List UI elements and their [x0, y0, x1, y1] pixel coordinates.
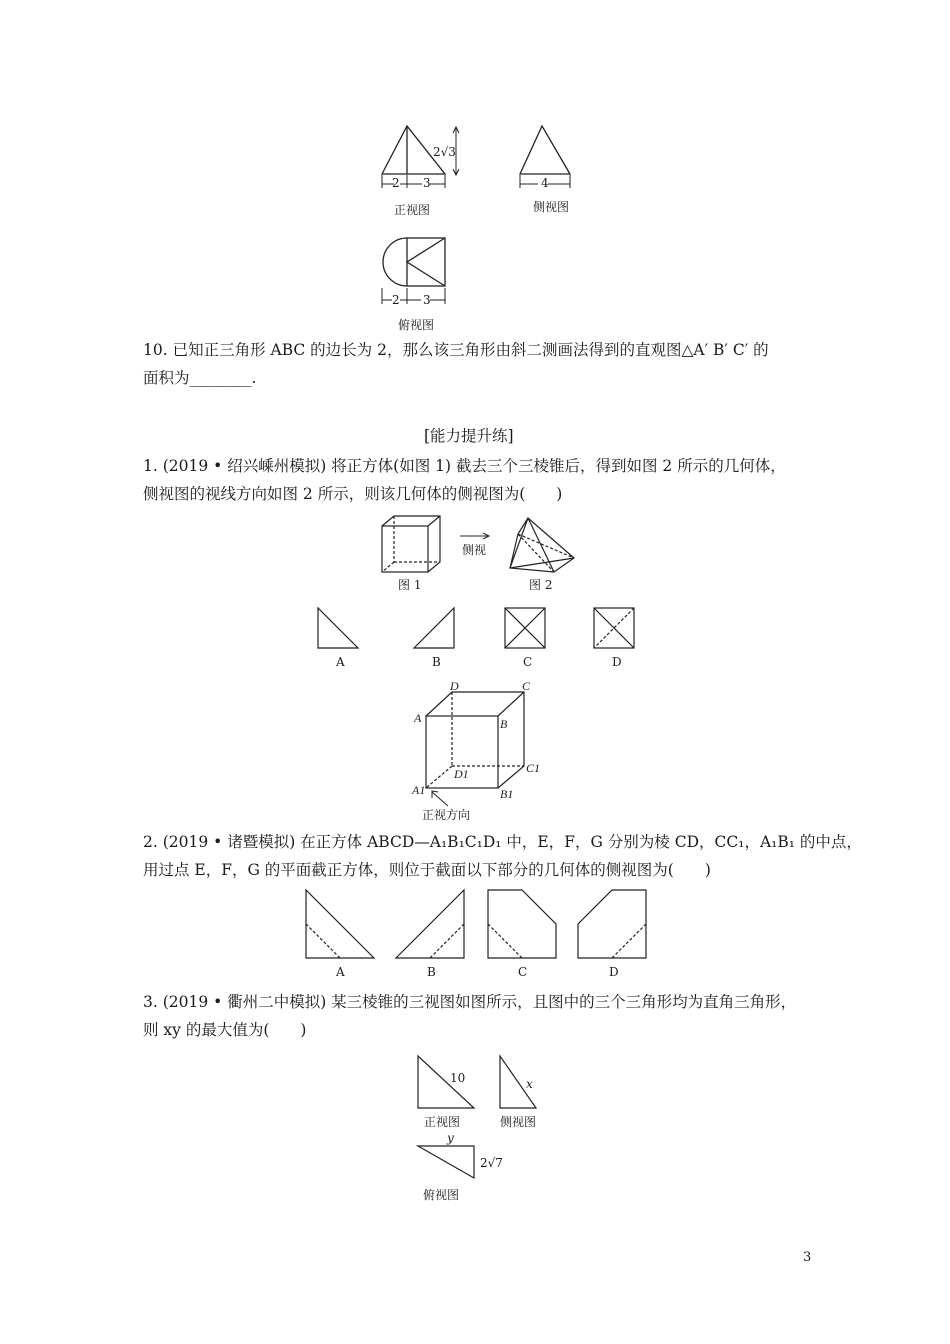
vertex-d1: D1 — [454, 767, 469, 781]
p2-option-d-label: D — [609, 965, 619, 979]
front-view-caption: 正视图 — [394, 203, 431, 217]
dim-2-front: 2 — [392, 176, 400, 190]
p1-option-c-label: C — [523, 655, 533, 669]
vertex-b1: B1 — [500, 787, 514, 801]
p3-label-y: y — [447, 1131, 454, 1145]
p3-label-2r7: 2√7 — [480, 1156, 503, 1170]
p2-line-2: 用过点 E，F，G 的平面截正方体，则位于截面以下部分的几何体的侧视图为( ) — [143, 861, 711, 879]
p1-fig1-caption: 图 1 — [398, 578, 422, 592]
page-number: 3 — [803, 1250, 812, 1265]
dim-3-top: 3 — [423, 293, 431, 307]
p2-option-b-shape — [396, 890, 464, 958]
p1-option-d-label: D — [612, 655, 622, 669]
vertex-a1: A1 — [412, 783, 426, 797]
top-view-caption: 俯视图 — [398, 318, 435, 332]
dim-4-side: 4 — [541, 176, 549, 190]
p1-arrow-label: 侧视 — [462, 543, 487, 557]
p3-top-triangle — [418, 1146, 474, 1178]
p1-option-views — [312, 604, 642, 650]
p2-option-b-label: B — [427, 965, 436, 979]
p3-label-10: 10 — [450, 1071, 466, 1085]
vertex-a: A — [414, 711, 422, 725]
p3-label-x: x — [526, 1077, 533, 1091]
p1-option-b-shape — [414, 608, 454, 648]
dim-3-front: 3 — [423, 176, 431, 190]
q10-line-1: 10. 已知正三角形 ABC 的边长为 2，那么该三角形由斜二测画法得到的直观图△A′ B′ C′ 的 — [143, 341, 769, 359]
q10-line-2: 面积为________. — [143, 369, 257, 387]
three-view-figure-top — [370, 118, 600, 334]
p3-line-1: 3. (2019 • 衢州二中模拟) 某三棱锥的三视图如图所示，且图中的三个三角形均为直角三角形， — [143, 993, 797, 1011]
cube-figure — [408, 680, 548, 810]
top-view-half-disk — [383, 238, 407, 286]
dim-2-top: 2 — [392, 293, 400, 307]
side-view-triangle — [520, 126, 570, 174]
cube-caption: 正视方向 — [422, 808, 471, 822]
vertex-d: D — [450, 680, 459, 693]
side-view-caption: 侧视图 — [533, 200, 570, 214]
p1-option-a-shape — [318, 608, 358, 648]
p2-option-views — [302, 886, 662, 962]
dim-height-front: 2√3 — [433, 145, 456, 159]
vertex-c1: C1 — [526, 761, 541, 775]
p3-side-caption: 侧视图 — [500, 1115, 537, 1129]
vertex-c: C — [522, 680, 531, 693]
p3-front-triangle — [418, 1056, 474, 1108]
p1-line-2: 侧视图的视线方向如图 2 所示，则该几何体的侧视图为( ) — [143, 485, 563, 503]
p2-option-c-shape — [488, 890, 556, 958]
section-title: [能力提升练] — [424, 427, 514, 445]
p1-fig2-caption: 图 2 — [529, 578, 553, 592]
p2-option-c-label: C — [518, 965, 528, 979]
p3-line-2: 则 xy 的最大值为( ) — [143, 1021, 307, 1039]
p1-option-b-label: B — [432, 655, 441, 669]
p3-top-caption: 俯视图 — [423, 1188, 460, 1202]
p2-line-1: 2. (2019 • 诸暨模拟) 在正方体 ABCD—A₁B₁C₁D₁ 中，E，F，G 分别为棱 CD，CC₁，A₁B₁ 的中点， — [143, 833, 862, 851]
p1-option-a-label: A — [336, 655, 345, 669]
p3-front-caption: 正视图 — [424, 1115, 461, 1129]
p2-option-d-shape — [578, 890, 646, 958]
p1-line-1: 1. (2019 • 绍兴嵊州模拟) 将正方体(如图 1) 截去三个三棱锥后，得到如图 2 所示的几何体， — [143, 457, 786, 475]
vertex-b: B — [500, 717, 508, 731]
p2-option-a-shape — [306, 890, 374, 958]
p2-option-a-label: A — [336, 965, 345, 979]
